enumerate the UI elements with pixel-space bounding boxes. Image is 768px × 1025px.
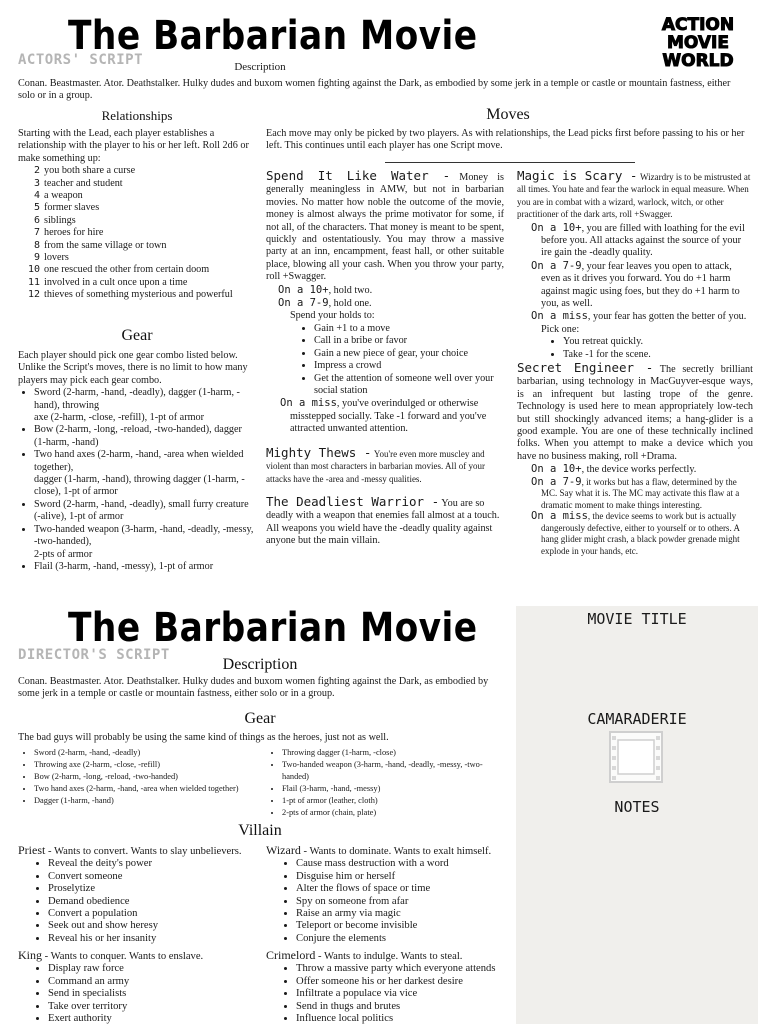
gear-combo bbox=[34, 424, 256, 449]
director-gear-intro: The bad guys will probably be using the same kind of things as the heroes, just not as well. bbox=[18, 732, 389, 743]
gear-combo bbox=[34, 524, 256, 561]
relationship-roll: 2 bbox=[33, 165, 40, 177]
spend-option: • Call in a bribe or favor bbox=[314, 335, 504, 347]
relationship-item bbox=[18, 264, 256, 276]
movie-title-label: MOVIE TITLE bbox=[587, 610, 687, 628]
director-gear-item: • Two-handed weapon (3-harm, -hand, -deadly, -messy, -two-handed) bbox=[282, 759, 506, 783]
result-text-7-9: , your fear leaves you open to attack, even as it drives you forward. You do +1 harm against magic using foes, but they do +1 harm to you, as well. bbox=[541, 260, 740, 310]
result-label-7-9: On a 7-9 bbox=[531, 475, 582, 488]
result-label-10: On a 10+ bbox=[531, 221, 582, 234]
move-name: Magic is Scary - bbox=[517, 168, 638, 183]
villain-priest bbox=[18, 844, 258, 945]
relationship-text: thieves of something mysterious and powerful bbox=[44, 289, 233, 301]
moves-heading: Moves bbox=[486, 106, 530, 123]
relationship-roll: 12 bbox=[28, 289, 41, 301]
relationship-text: one rescued the other from certain doom bbox=[44, 264, 210, 276]
gear-combo-line: dagger (1-harm, -hand), throwing dagger (1-harm, -close), 1-pt of armor bbox=[34, 474, 245, 498]
gear-combo-line: • Bow (2-harm, -long, -reload, -two-handed), dagger (1-harm, -hand) bbox=[34, 424, 242, 448]
relationship-item bbox=[18, 215, 256, 227]
villain-crimelord-list bbox=[266, 963, 506, 1025]
actors-gear-intro: Each player should pick one gear combo listed below. Unlike the Script's moves, there is no limit to how many players may pick each gear combo. bbox=[18, 350, 248, 386]
result-label-miss: On a miss bbox=[531, 510, 588, 523]
villain-name: Priest bbox=[18, 843, 46, 857]
director-gear-left bbox=[18, 747, 263, 807]
relationship-item bbox=[18, 277, 256, 289]
result-label-miss: On a miss bbox=[531, 310, 588, 323]
villain-move: • Send in thugs and brutes bbox=[296, 1001, 506, 1013]
moves-intro: Each move may only be picked by two players. As with relationships, the Lead picks first before passing to his or her left. This continues until each player has one Script move. bbox=[266, 128, 745, 152]
move-name: Secret Engineer - bbox=[517, 360, 654, 375]
villain-move: • Seek out and show heresy bbox=[48, 920, 258, 932]
villain-desc: - Wants to dominate. Wants to exalt himself. bbox=[300, 846, 492, 857]
relationship-text: former slaves bbox=[44, 202, 100, 214]
relationship-item bbox=[18, 190, 256, 202]
villain-move: • Offer someone his or her darkest desire bbox=[296, 976, 506, 988]
gear-combo-line: • Two-handed weapon (3-harm, -hand, -deadly, -messy, -two-handed), bbox=[34, 523, 254, 548]
gear-combo bbox=[34, 449, 256, 499]
villain-move: • Command an army bbox=[48, 976, 258, 988]
relationship-text: involved in a cult once upon a time bbox=[44, 276, 188, 288]
villain-move: • Convert someone bbox=[48, 871, 258, 883]
villain-wizard-list bbox=[266, 858, 506, 945]
move-text: The secretly brilliant barbarian, using technology in MacGuyver-esque ways, is an infrequent but lasting trope of the genre. Technology is used here to mean appropriately low-tech but still shockingly advanced items; a hang-glider is a good example. You are one of these technically inclined folks. When you attempt to make a device which you have no business making, roll +Drama. bbox=[517, 364, 753, 462]
gear-combo-line: • Flail (3-harm, -hand, -messy), 1-pt of armor bbox=[34, 560, 214, 572]
move-text: Wizardry is to be mistrusted at all times. You hate and fear the warlock in equal measure. When you are in combat with a wizard, warlock, witch, or other practitioner of the dark arts, roll +Swagger. bbox=[517, 172, 751, 220]
villain-move: • Spy on someone from afar bbox=[296, 896, 506, 908]
director-gear-item: • Flail (3-harm, -hand, -messy) bbox=[282, 783, 506, 795]
villain-move: • Send in specialists bbox=[48, 988, 258, 1000]
relationship-item bbox=[18, 252, 256, 264]
relationship-item bbox=[18, 165, 256, 177]
villain-wizard bbox=[266, 844, 506, 945]
result-text-10: , you are filled with loathing for the evil before you. All attacks against the source of your ire gain the -deadly quality. bbox=[541, 222, 745, 259]
spend-holds-label: Spend your holds to: bbox=[290, 310, 375, 322]
relationship-text: teacher and student bbox=[44, 177, 123, 189]
spend-option: • Impress a crowd bbox=[314, 360, 504, 372]
gear-combo bbox=[34, 561, 256, 573]
result-text-miss: , your fear has gotten the better of you. bbox=[587, 311, 747, 323]
villain-move: • Conjure the elements bbox=[296, 933, 506, 945]
director-gear-heading: Gear bbox=[244, 710, 276, 727]
relationship-roll: 3 bbox=[33, 177, 40, 189]
villain-king bbox=[18, 949, 258, 1025]
move-magic-is-scary bbox=[517, 170, 753, 361]
relationship-text: lovers bbox=[44, 252, 69, 264]
logo-line-1: ACTION bbox=[661, 15, 735, 35]
relationship-roll: 8 bbox=[33, 239, 40, 251]
move-name: Mighty Thews - bbox=[266, 445, 372, 460]
move-spend-it-like-water bbox=[266, 170, 504, 436]
gear-combo-line: • Sword (2-harm, -hand, -deadly), dagger (1-harm, -hand), throwing bbox=[34, 387, 240, 411]
gear-combo bbox=[34, 499, 256, 524]
gear-combo-line: 2-pts of armor bbox=[34, 548, 93, 560]
gear-combo-line: axe (2-harm, -close, -refill), 1-pt of armor bbox=[34, 412, 204, 424]
director-gear-item: • 1-pt of armor (leather, cloth) bbox=[282, 795, 506, 807]
spend-option: • Gain +1 to a move bbox=[314, 323, 504, 335]
director-gear-right bbox=[266, 747, 506, 819]
movie-sidebar-panel bbox=[516, 606, 758, 1024]
move-mighty-thews bbox=[266, 447, 504, 486]
relationship-roll: 9 bbox=[33, 252, 40, 264]
relationship-text: a weapon bbox=[44, 190, 83, 202]
villain-move: • Take over territory bbox=[48, 1001, 258, 1013]
relationship-roll: 11 bbox=[28, 276, 41, 288]
relationship-item bbox=[18, 227, 256, 239]
relationship-text: siblings bbox=[44, 214, 76, 226]
result-label-10: On a 10+ bbox=[278, 283, 329, 296]
move-secret-engineer bbox=[517, 362, 753, 557]
result-label-7-9: On a 7-9 bbox=[531, 259, 582, 272]
result-label-miss: On a miss bbox=[280, 397, 337, 410]
villain-heading: Villain bbox=[238, 822, 282, 839]
relationship-text: from the same village or town bbox=[44, 239, 167, 251]
director-gear-left-list bbox=[18, 747, 263, 807]
villain-move: • Teleport or become invisible bbox=[296, 920, 506, 932]
villain-move: • Cause mass destruction with a word bbox=[296, 858, 506, 870]
relationships-intro: Starting with the Lead, each player establishes a relationship with the player to his or her left. Roll 2d6 or make something up: bbox=[18, 128, 249, 164]
director-title: The Barbarian Movie bbox=[68, 605, 478, 651]
move-name: Spend It Like Water - bbox=[266, 168, 451, 183]
director-script-tag: DIRECTOR'S SCRIPT bbox=[18, 647, 170, 663]
director-gear-item: • Throwing dagger (1-harm, -close) bbox=[282, 747, 506, 759]
director-gear-item: • Bow (2-harm, -long, -reload, -two-handed) bbox=[34, 771, 263, 783]
result-text-7-9: , it works but has a flaw, determined by the MC. Say what it is. The MC may activate this flaw at a dramatic moment to make things interesting. bbox=[541, 476, 740, 510]
villain-move: • Demand obedience bbox=[48, 896, 258, 908]
relationships-list bbox=[18, 165, 256, 301]
camaraderie-label: CAMARADERIE bbox=[587, 710, 687, 728]
relationship-item bbox=[18, 289, 256, 301]
villain-move: • Infiltrate a populace via vice bbox=[296, 988, 506, 1000]
move-text: Money is generally meaningless in AMW, but not in barbarian movies. No matter how noble the outcome of the movie, money is almost always the prime motivator for some, if not all, of the characters. That money is meant to be spent, quickly and ostentatiously. You may throw a massive party at an inn, encampment, feast hall, or other suitable place, blowing all your cash. When you throw your party, roll +Swagger. bbox=[266, 172, 505, 283]
result-text-10: , hold two. bbox=[328, 284, 373, 296]
notes-label: NOTES bbox=[614, 798, 660, 816]
villain-move: • Disguise him or herself bbox=[296, 871, 506, 883]
villain-desc: - Wants to indulge. Wants to steal. bbox=[315, 951, 463, 962]
villain-move: • Throw a massive party which everyone attends bbox=[296, 963, 506, 975]
villain-move: • Exert authority bbox=[48, 1013, 258, 1025]
relationship-item bbox=[18, 240, 256, 252]
relationship-roll: 4 bbox=[33, 190, 40, 202]
relationship-roll: 7 bbox=[33, 227, 40, 239]
director-description-heading: Description bbox=[222, 656, 298, 673]
spend-option: • Get the attention of someone well over your social station bbox=[314, 373, 504, 398]
spend-options-list bbox=[266, 323, 504, 397]
result-text-10: , the device works perfectly. bbox=[581, 464, 697, 476]
villain-move: • Display raw force bbox=[48, 963, 258, 975]
move-text: You're even more muscley and violent than most characters in barbarian movies. All of your attacks have the -area and -messy qualities. bbox=[266, 449, 485, 484]
villain-priest-list bbox=[18, 858, 258, 945]
film-frame-icon bbox=[608, 730, 664, 784]
relationship-text: heroes for hire bbox=[44, 227, 104, 239]
magic-options-list bbox=[517, 336, 753, 361]
result-label-7-9: On a 7-9 bbox=[278, 297, 329, 310]
actors-description-heading: Description bbox=[234, 61, 286, 73]
director-gear-item: • 2-pts of armor (chain, plate) bbox=[282, 807, 506, 819]
actors-title: The Barbarian Movie bbox=[68, 13, 478, 59]
relationship-text: you both share a curse bbox=[44, 165, 136, 177]
moves-divider bbox=[385, 162, 635, 163]
relationships-section bbox=[18, 128, 256, 302]
gear-combo-line: • Sword (2-harm, -hand, -deadly), small furry creature (-alive), 1-pt of armor bbox=[34, 498, 249, 523]
director-gear-right-list bbox=[266, 747, 506, 819]
gear-combo bbox=[34, 387, 256, 424]
relationship-roll: 10 bbox=[28, 264, 41, 276]
move-text: You are so deadly with a weapon that enemies fall almost at a touch. All weapons you wield have the -deadly quality against anyone but the main villain. bbox=[266, 498, 500, 547]
relationship-roll: 6 bbox=[33, 214, 40, 226]
move-deadliest-warrior bbox=[266, 496, 504, 548]
magic-option: • You retreat quickly. bbox=[563, 336, 753, 348]
magic-option: • Take -1 for the scene. bbox=[563, 349, 753, 361]
director-gear-item: • Throwing axe (2-harm, -close, -refill) bbox=[34, 759, 263, 771]
relationships-heading: Relationships bbox=[101, 108, 173, 123]
result-label-10: On a 10+ bbox=[531, 463, 582, 476]
logo-line-2: MOVIE bbox=[666, 33, 729, 53]
director-gear-item: • Sword (2-harm, -hand, -deadly) bbox=[34, 747, 263, 759]
action-movie-world-logo bbox=[645, 16, 751, 76]
actors-description: Conan. Beastmaster. Ator. Deathstalker. Hulky dudes and buxom women fighting against the Dark, as embodied by some jerk in a temple or castle or mountain fastness, either solo or in a group. bbox=[18, 78, 731, 102]
move-name: The Deadliest Warrior - bbox=[266, 494, 440, 509]
villain-move: • Convert a population bbox=[48, 908, 258, 920]
actors-script-tag: ACTORS' SCRIPT bbox=[18, 52, 144, 68]
relationship-item bbox=[18, 178, 256, 190]
villain-move: • Raise an army via magic bbox=[296, 908, 506, 920]
villain-desc: - Wants to convert. Wants to slay unbelievers. bbox=[45, 846, 242, 857]
result-text-miss: , you've overindulged or otherwise misstepped socially. Take -1 forward and you've attracted unwanted attention. bbox=[290, 398, 487, 435]
result-text-miss: , the device seems to work but is actually dangerously defective, either to yourself or to others. A hang glider might crash, a black powder grenade might explode in your hands, etc. bbox=[541, 511, 740, 556]
villain-move: • Influence local politics bbox=[296, 1013, 506, 1025]
relationship-item bbox=[18, 202, 256, 214]
logo-line-3: WORLD bbox=[662, 51, 734, 71]
villain-name: Wizard bbox=[266, 843, 301, 857]
villain-move: • Alter the flows of space or time bbox=[296, 883, 506, 895]
actors-gear-heading: Gear bbox=[121, 327, 153, 344]
villain-name: Crimelord bbox=[266, 948, 316, 962]
director-gear-item: • Two hand axes (2-harm, -hand, -area when wielded together) bbox=[34, 783, 263, 795]
villain-desc: - Wants to conquer. Wants to enslave. bbox=[42, 951, 204, 962]
villain-move: • Reveal the deity's power bbox=[48, 858, 258, 870]
villain-move: • Reveal his or her insanity bbox=[48, 933, 258, 945]
villain-king-list bbox=[18, 963, 258, 1025]
director-gear-item: • Dagger (1-harm, -hand) bbox=[34, 795, 263, 807]
villain-move: • Proselytize bbox=[48, 883, 258, 895]
director-description: Conan. Beastmaster. Ator. Deathstalker. Hulky dudes and buxom women fighting against the Dark, as embodied by some jerk in a temple or castle or mountain fastness, either solo or in a group. bbox=[18, 676, 489, 700]
spend-option: • Gain a new piece of gear, your choice bbox=[314, 348, 504, 360]
actors-gear-section bbox=[18, 350, 256, 573]
villain-crimelord bbox=[266, 949, 506, 1025]
relationship-roll: 5 bbox=[33, 202, 40, 214]
result-text-7-9: , hold one. bbox=[328, 298, 372, 310]
gear-combo-line: • Two hand axes (2-harm, -hand, -area when wielded together), bbox=[34, 449, 244, 473]
pick-one-label: Pick one: bbox=[541, 323, 580, 335]
actors-gear-list bbox=[18, 387, 256, 573]
villain-name: King bbox=[18, 948, 42, 962]
